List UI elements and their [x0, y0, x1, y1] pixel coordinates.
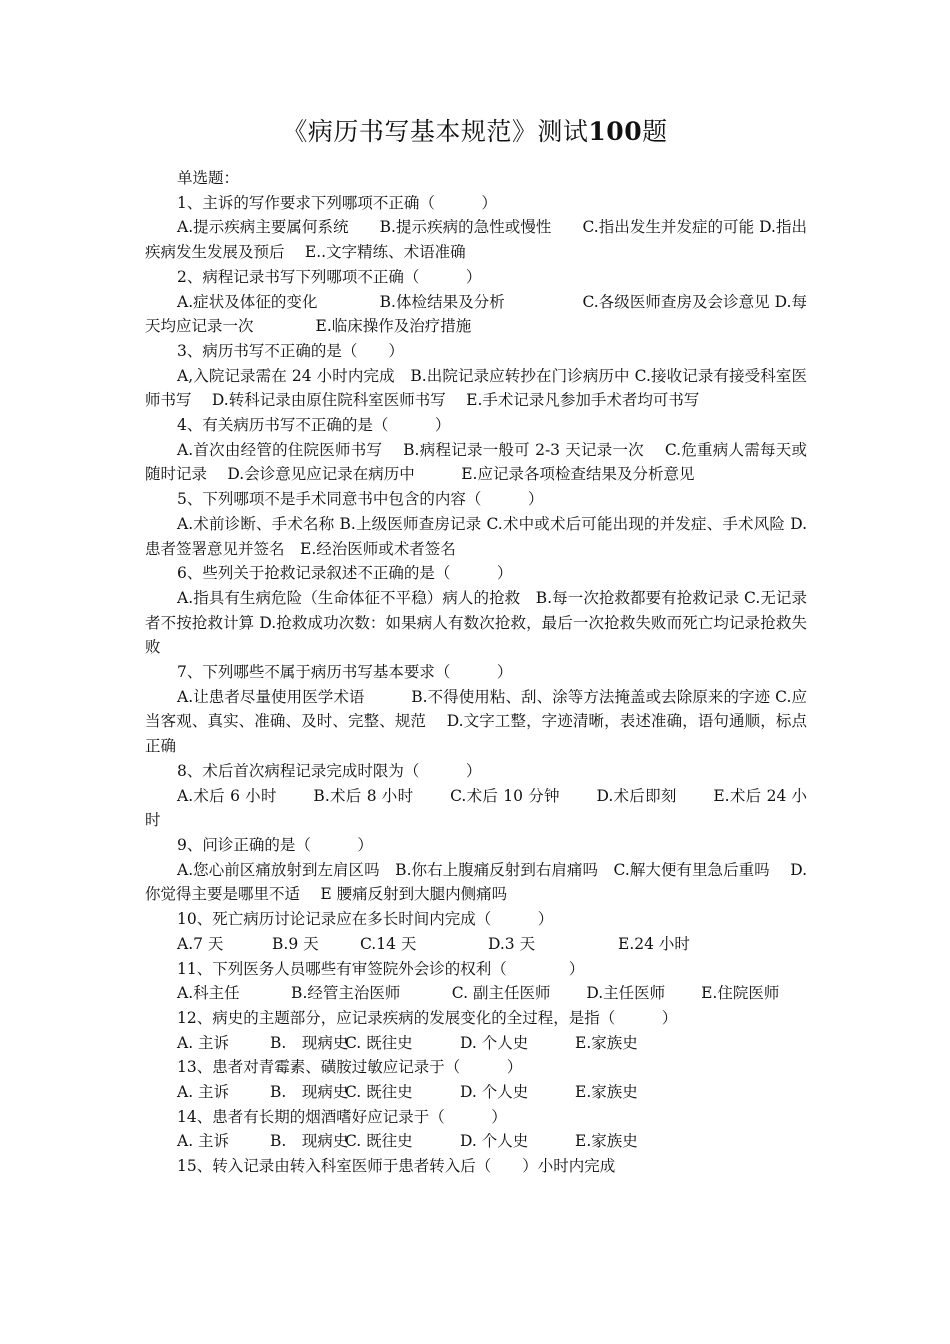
- option-item: A. 主诉: [177, 1083, 230, 1102]
- question-options-row: [145, 1031, 807, 1056]
- question-item: [145, 191, 807, 265]
- question-options-row: [145, 1129, 807, 1154]
- question-stem: 14、患者有长期的烟酒嗜好应记录于（ ）: [177, 1107, 507, 1126]
- question-stem: 1、主诉的写作要求下列哪项不正确（ ）: [177, 193, 497, 212]
- questions-container: [145, 191, 807, 1179]
- question-item: [145, 660, 807, 759]
- question-stem: 9、问诊正确的是（ ）: [177, 835, 373, 854]
- question-stem: 2、病程记录书写下列哪项不正确（ ）: [177, 267, 482, 286]
- question-options: A.科主任 B.经管主治医师 C. 副主任医师 D.主任医师 E.住院医师: [177, 984, 780, 1003]
- question-stem: 4、有关病历书写不正确的是（ ）: [177, 416, 451, 435]
- question-item: [145, 1154, 807, 1179]
- question-options: A.首次由经管的住院医师书写 B.病程记录一般可 2-3 天记录一次 C.危重病人需每天或随时记录 D.会诊意见应记录在病历中 E.应记录各项检查结果及分析意见: [145, 440, 807, 484]
- question-item: [145, 907, 807, 956]
- option-item: E.家族史: [575, 1033, 638, 1052]
- option-item: B. 现病史: [270, 1132, 349, 1151]
- option-item: E.家族史: [575, 1132, 638, 1151]
- question-stem: 15、转入记录由转入科室医师于患者转入后（ ）小时内完成: [177, 1157, 616, 1176]
- question-item: [145, 1105, 807, 1154]
- document-title: [0, 116, 950, 148]
- question-options: A,入院记录需在 24 小时内完成 B.出院记录应转抄在门诊病历中 C.接收记录有接受科室医师书写 D.转科记录由原住院科室医师书写 E.手术记录凡参加手术者均可书写: [145, 366, 807, 410]
- option-item: B.9 天: [272, 934, 319, 953]
- option-item: E.24 小时: [618, 934, 690, 953]
- question-item: [145, 561, 807, 660]
- option-item: D.3 天: [488, 934, 536, 953]
- title-main: 《病历书写基本规范》测试: [282, 117, 589, 146]
- section-label: 单选题：: [177, 169, 240, 187]
- question-stem: 13、患者对青霉素、磺胺过敏应记录于（ ）: [177, 1058, 523, 1077]
- option-item: C. 既往史: [345, 1132, 413, 1151]
- question-stem: 5、下列哪项不是手术同意书中包含的内容（ ）: [177, 490, 544, 509]
- option-item: D. 个人史: [460, 1132, 529, 1151]
- question-stem: 12、病史的主题部分，应记录疾病的发展变化的全过程，是指（ ）: [177, 1008, 678, 1027]
- question-options: A.指具有生病危险（生命体征不平稳）病人的抢救 B.每一次抢救都要有抢救记录 C.无记录者不按抢救计算 D.抢救成功次数：如果病人有数次抢救，最后一次抢救失败而死亡均记录抢救失败: [145, 588, 807, 657]
- question-stem: 3、病历书写不正确的是（ ）: [177, 341, 404, 360]
- question-options: A.提示疾病主要属何系统 B.提示疾病的急性或慢性 C.指出发生并发症的可能 D.指出疾病发生发展及预后 E..文字精练、术语准确: [145, 218, 807, 262]
- option-item: A. 主诉: [177, 1033, 230, 1052]
- option-item: A. 主诉: [177, 1132, 230, 1151]
- question-options: A.您心前区痛放射到左肩区吗 B.你右上腹痛反射到右肩痛吗 C.解大便有里急后重吗 D.你觉得主要是哪里不适 E 腰痛反射到大腿内侧痛吗: [145, 860, 807, 904]
- title-number: 100: [588, 117, 643, 146]
- question-item: [145, 957, 807, 1006]
- question-item: [145, 413, 807, 487]
- question-stem: 7、下列哪些不属于病历书写基本要求（ ）: [177, 663, 513, 682]
- question-item: [145, 1006, 807, 1055]
- question-item: [145, 487, 807, 561]
- question-list: [145, 166, 807, 1179]
- question-item: [145, 759, 807, 833]
- option-item: A.7 天: [177, 934, 224, 953]
- question-options: A.让患者尽量使用医学术语 B.不得使用粘、刮、涂等方法掩盖或去除原来的字迹 C.应当客观、真实、准确、及时、完整、规范 D.文字工整，字迹清晰，表述准确，语句通顺，标点正确: [145, 687, 807, 756]
- question-item: [145, 833, 807, 907]
- option-item: E.家族史: [575, 1083, 638, 1102]
- question-item: [145, 339, 807, 413]
- option-item: C. 既往史: [345, 1033, 413, 1052]
- option-item: D. 个人史: [460, 1033, 529, 1052]
- title-suffix: 题: [642, 117, 668, 146]
- question-stem: 10、死亡病历讨论记录应在多长时间内完成（ ）: [177, 910, 554, 929]
- question-stem: 8、术后首次病程记录完成时限为（ ）: [177, 761, 482, 780]
- option-item: B. 现病史: [270, 1033, 349, 1052]
- question-stem: 6、些列关于抢救记录叙述不正确的是（ ）: [177, 564, 513, 583]
- option-item: C. 既往史: [345, 1083, 413, 1102]
- question-options-row: [145, 932, 807, 957]
- question-item: [145, 1055, 807, 1104]
- question-options-row: [145, 1080, 807, 1105]
- option-item: B. 现病史: [270, 1083, 349, 1102]
- question-options: A.术后 6 小时 B.术后 8 小时 C.术后 10 分钟 D.术后即刻 E.术后 24 小时: [145, 786, 807, 830]
- question-options: A.术前诊断、手术名称 B.上级医师查房记录 C.术中或术后可能出现的并发症、手术风险 D.患者签署意见并签名 E.经治医师或术者签名: [145, 514, 807, 558]
- question-stem: 11、下列医务人员哪些有审签院外会诊的权利（ ）: [177, 959, 585, 978]
- question-item: [145, 265, 807, 339]
- question-options: A.症状及体征的变化 B.体检结果及分析 C.各级医师查房及会诊意见 D.每天均应记录一次 E.临床操作及治疗措施: [145, 292, 807, 336]
- option-item: C.14 天: [360, 934, 417, 953]
- option-item: D. 个人史: [460, 1083, 529, 1102]
